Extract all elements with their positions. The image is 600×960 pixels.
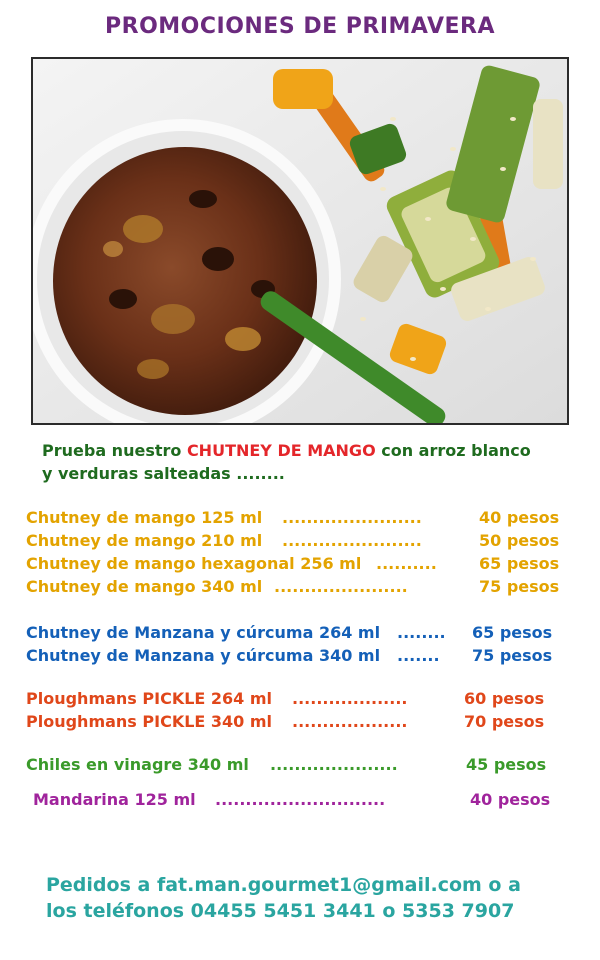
product-name: Chutney de mango 340 ml: [26, 577, 263, 596]
product-price: 65 pesos: [479, 554, 560, 573]
contact-email-line: Pedidos a fat.man.gourmet1@gmail.com o a: [46, 874, 521, 896]
intro-highlight: CHUTNEY DE MANGO: [186, 441, 376, 460]
leader-dots: .......: [397, 646, 440, 665]
leader-dots: .......................: [282, 531, 422, 550]
leader-dots: ............................: [215, 790, 386, 809]
product-name: Chutney de Manzana y cúrcuma 264 ml: [26, 623, 381, 642]
leader-dots: ........: [397, 623, 446, 642]
price-row-pickle-340: [0, 712, 600, 734]
product-price: 75 pesos: [479, 577, 560, 596]
price-row-mango-340: [0, 577, 600, 599]
contact-phone-line: los teléfonos 04455 5451 3441 o 5353 7907: [46, 900, 515, 922]
intro-suffix: con arroz blanco: [375, 441, 531, 460]
product-price: 60 pesos: [464, 689, 545, 708]
product-price: 50 pesos: [479, 531, 560, 550]
product-name: Mandarina 125 ml: [33, 790, 196, 809]
leader-dots: .......................: [282, 508, 422, 527]
price-row-manzana-264: [0, 623, 600, 645]
leader-dots: .....................: [270, 755, 398, 774]
contact-info: [46, 872, 586, 924]
intro-line-2: y verduras salteadas ........: [42, 464, 285, 483]
product-price: 40 pesos: [479, 508, 560, 527]
leader-dots: ..........: [376, 554, 437, 573]
product-price: 65 pesos: [472, 623, 553, 642]
product-name: Ploughmans PICKLE 264 ml: [26, 689, 273, 708]
product-price: 45 pesos: [466, 755, 547, 774]
product-name: Chutney de Manzana y cúrcuma 340 ml: [26, 646, 381, 665]
product-name: Chutney de mango 125 ml: [26, 508, 263, 527]
intro-text: [42, 439, 572, 485]
product-price: 70 pesos: [464, 712, 545, 731]
food-photo-illustration: [33, 59, 567, 423]
intro-prefix: Prueba nuestro: [42, 441, 187, 460]
leader-dots: ...................: [292, 689, 408, 708]
price-row-chiles-340: [0, 755, 600, 777]
food-photo: [31, 57, 569, 425]
price-row-mandarina-125: [0, 790, 600, 812]
price-row-mango-125: [0, 508, 600, 530]
product-name: Ploughmans PICKLE 340 ml: [26, 712, 273, 731]
product-price: 75 pesos: [472, 646, 553, 665]
leader-dots: ......................: [274, 577, 408, 596]
page-title: PROMOCIONES DE PRIMAVERA: [105, 14, 495, 39]
product-name: Chiles en vinagre 340 ml: [26, 755, 249, 774]
product-price: 40 pesos: [470, 790, 551, 809]
price-row-mango-210: [0, 531, 600, 553]
leader-dots: ...................: [292, 712, 408, 731]
product-name: Chutney de mango hexagonal 256 ml: [26, 554, 362, 573]
price-row-pickle-264: [0, 689, 600, 711]
price-row-manzana-340: [0, 646, 600, 668]
product-name: Chutney de mango 210 ml: [26, 531, 263, 550]
intro-line-1: [42, 439, 572, 462]
price-row-mango-hexagonal-256: [0, 554, 600, 576]
